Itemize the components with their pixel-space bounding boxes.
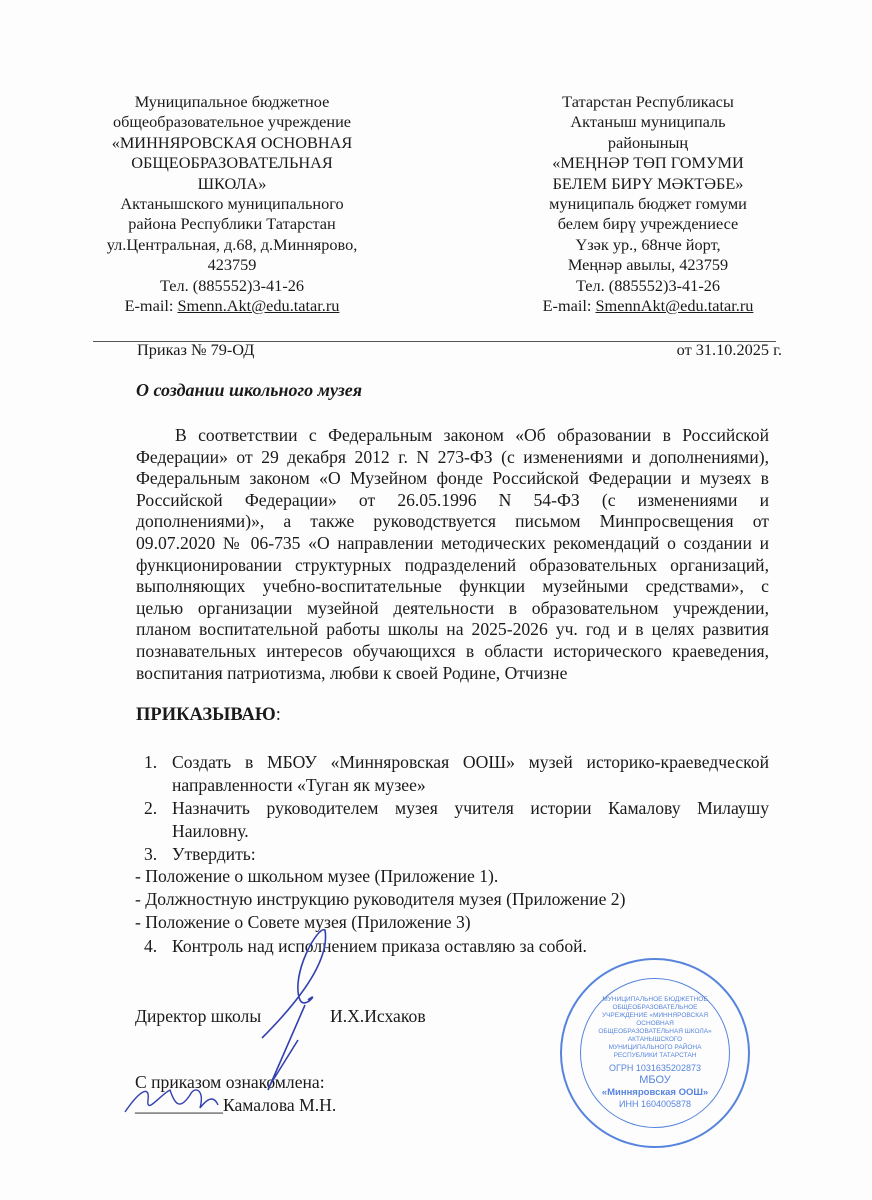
- stamp-inner-ring: [580, 978, 730, 1128]
- director-name: И.Х.Исхаков: [330, 1006, 426, 1026]
- list-text: направленности «Туган як музее»: [172, 775, 426, 795]
- header-right-line: белем бирү учреждениесе: [557, 214, 739, 234]
- header-right-line: БЕЛЕМ БИРҮ МӘКТӘБЕ»: [552, 173, 744, 193]
- header-left-line: общеобразовательное учреждение: [112, 112, 352, 132]
- list-text: Наиловну.: [172, 821, 249, 841]
- header-left-line: Тел. (885552)3-41-26: [159, 275, 305, 295]
- header-right-line: «МЕҢНӘР ТӨП ГОМУМИ: [552, 153, 744, 173]
- list-text: Назначить руководителем музея учителя истории Камалову Милаушу: [172, 798, 769, 818]
- body-line: функционировании структурных подразделений образовательных организаций,: [136, 554, 769, 575]
- header-left-line: района Республики Татарстан: [128, 214, 336, 234]
- stamp-center-1: МБОУ: [639, 1074, 671, 1086]
- list-number: 3.: [144, 844, 158, 864]
- header-left-line: «МИННЯРОВСКАЯ ОСНОВНАЯ: [111, 132, 353, 152]
- document-title: О создании школьного музея: [136, 380, 362, 400]
- header-right-line: Актаныш муниципаль: [570, 112, 726, 132]
- list-item: [136, 751, 769, 797]
- body-line: планом воспитательной работы школы на 2025-2026 уч. год и в целях развития: [136, 619, 769, 640]
- acquainted-name: Камалова М.Н.: [222, 1095, 337, 1115]
- email-label: E-mail:: [124, 296, 178, 316]
- acquainted-label: С приказом ознакомлена:: [135, 1072, 325, 1092]
- approve-item: - Должностную инструкцию руководителя музея (Приложение 2): [135, 889, 626, 909]
- body-line: воспитания патриотизма, любви к своей Родине, Отчизне: [136, 662, 568, 683]
- header-right-line: Тел. (885552)3-41-26: [575, 275, 721, 295]
- approve-item: - Положение о школьном музее (Приложение 1).: [135, 866, 499, 886]
- stamp-center-2: «Минняровская ООШ»: [601, 1087, 709, 1098]
- body-line: целью организации музейной деятельности в образовательном учреждении,: [136, 597, 769, 618]
- header-right-line: районының: [607, 132, 689, 152]
- order-number: Приказ № 79-ОД: [137, 340, 255, 359]
- body-line: В соответствии с Федеральным законом «Об образовании в Российской: [175, 425, 769, 445]
- body-line: познавательных интересов обучающихся в области исторического краеведения,: [136, 640, 769, 661]
- approve-item: - Положение о Совете музея (Приложение 3): [135, 912, 471, 932]
- list-text: Контроль над исполнением приказа оставляю за собой.: [172, 936, 587, 956]
- director-label: Директор школы: [135, 1006, 262, 1026]
- header-left-line: ШКОЛА»: [197, 173, 267, 193]
- list-number: 2.: [144, 798, 158, 818]
- body-line: Российской Федерации» от 26.05.1996 N 54-ФЗ (с изменениями и: [136, 489, 769, 510]
- stamp-inn: ИНН 1604005878: [618, 1099, 692, 1109]
- list-number: 4.: [144, 936, 158, 956]
- preamble-paragraph: [136, 425, 769, 684]
- stamp-ogrn: ОГРН 1031635202873: [609, 1063, 701, 1073]
- header-left-email-row: [82, 296, 382, 316]
- header-left-line: ул.Центральная, д.68, д.Миннярово,: [106, 234, 358, 254]
- order-heading: [136, 705, 281, 726]
- email-link[interactable]: SmennAkt@edu.tatar.ru: [595, 296, 754, 316]
- header-left-line: Муниципальное бюджетное: [134, 92, 330, 111]
- order-date: от 31.10.2025 г.: [676, 340, 782, 359]
- header-right-line: Үзәк ур., 68нче йорт,: [575, 234, 721, 254]
- header-right-line: Меңнәр авылы, 423759: [567, 255, 729, 275]
- order-colon: :: [275, 705, 281, 725]
- order-word: ПРИКАЗЫВАЮ: [136, 705, 276, 725]
- header-right: [498, 92, 798, 316]
- list-number: 1.: [144, 752, 158, 772]
- list-item: [136, 843, 769, 866]
- header-left-line: Актанышского муниципального: [120, 194, 344, 214]
- body-line: Федерации» от 29 декабря 2012 г. N 273-ФЗ (с изменениями и дополнениями),: [136, 446, 769, 467]
- body-line: Федеральным законом «О Музейном фонде Российской Федерации и музеях в: [136, 468, 769, 489]
- header-right-email-row: [498, 296, 798, 316]
- body-line: выполняющих учебно-воспитательные функции музейными средствами», с: [136, 576, 769, 597]
- email-label: E-mail:: [542, 296, 596, 316]
- acquainted-signature-line: [135, 1095, 336, 1116]
- stamp-outer-text: МУНИЦИПАЛЬНОЕ БЮДЖЕТНОЕ ОБЩЕОБРАЗОВАТЕЛЬНОЕ УЧРЕЖДЕНИЕ «МИННЯРОВСКАЯ ОСНОВНАЯ ОБЩЕОБРАЗОВАТЕЛЬНАЯ ШКОЛА» АКТАНЫШСКОГО МУНИЦИПАЛЬНОГО РАЙОНА РЕСПУБЛИКИ ТАТАРСТАН: [598, 996, 712, 1059]
- list-item: [136, 797, 769, 843]
- official-stamp: [560, 958, 750, 1148]
- body-line: дополнениями)», а также руководствуется письмом Минпросвещения от: [136, 511, 769, 532]
- list-text: Создать в МБОУ «Минняровская ООШ» музей историко-краеведческой: [172, 752, 769, 772]
- header-right-line: муниципаль бюджет гомуми: [549, 194, 747, 214]
- header-left: [82, 92, 382, 316]
- email-link[interactable]: Smenn.Akt@edu.tatar.ru: [177, 296, 340, 316]
- signature-blank: __________: [135, 1095, 223, 1115]
- header-left-line: 423759: [207, 255, 257, 275]
- body-line: 09.07.2020 № 06-735 «О направлении методических рекомендаций о создании и: [136, 532, 769, 553]
- header-right-line: Татарстан Республикасы: [562, 92, 734, 111]
- header-left-line: ОБЩЕОБРАЗОВАТЕЛЬНАЯ: [131, 153, 333, 173]
- list-text: Утвердить:: [172, 844, 256, 864]
- list-item: [136, 935, 769, 958]
